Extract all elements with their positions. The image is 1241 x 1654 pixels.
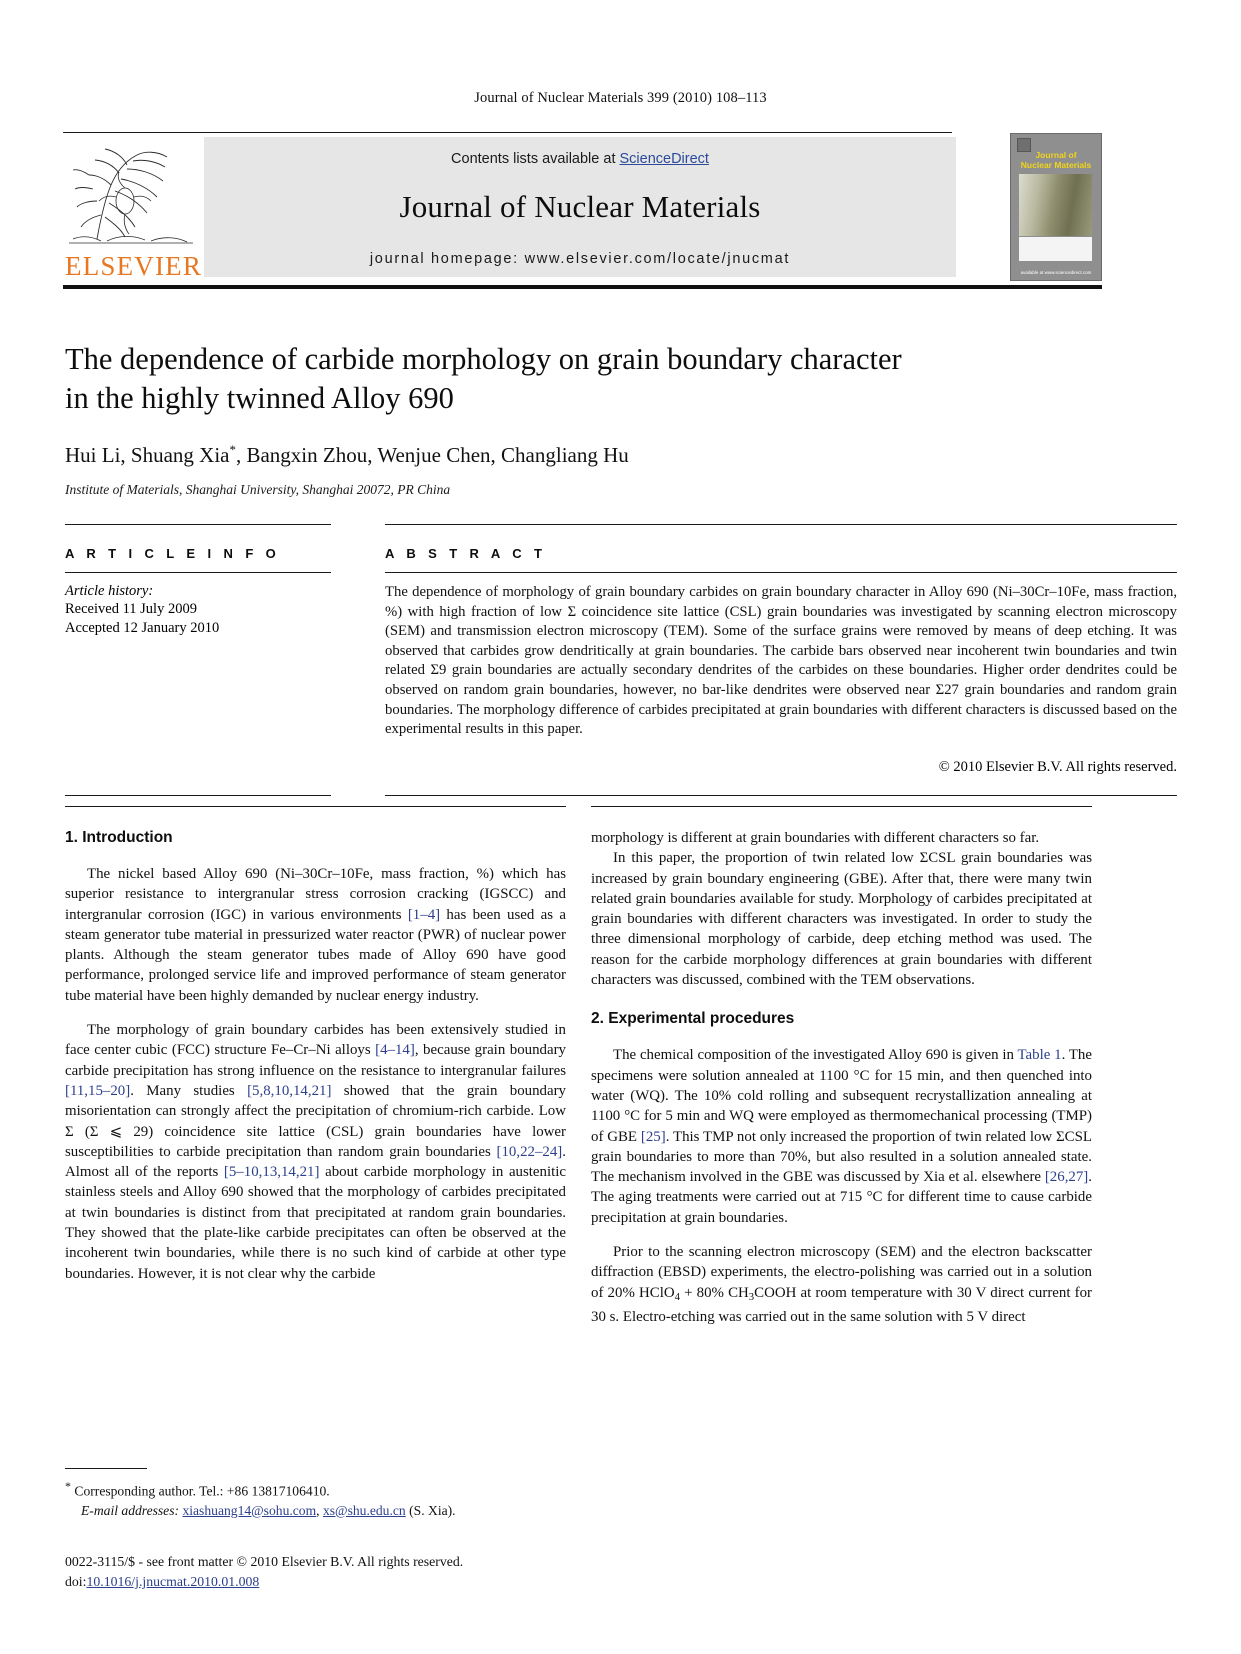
abstract-text: The dependence of morphology of grain boundary carbides on grain boundary character in Alloy 690 (Ni–30Cr–10Fe, mass fraction, %) with high fraction of low Σ coincidence site lattice (CSL) grain boundaries was investigated by scanning electron microscopy (SEM) and transmission electron microscopy (TEM). Some of the surface grains were removed by means of deep etching. It was observed that carbides grow dendritically at grain boundaries. The carbide bars observed near incoherent twin boundaries and twin related Σ9 grain boundaries are actually secondary dendrites of the carbides on these boundaries. Higher order dendrites could be observed on random grain boundaries, however, no bar-like dendrites were observed near Σ27 grain boundaries and random grain boundaries. The morphology difference of carbides precipitated at grain boundaries with different characters is discussed based on the experimental results in this paper. [385, 584, 1177, 738]
exp-p1-d: . The aging treatments were carried out at 715 °C for different time to cause carbide precipitation at grain boundaries. [591, 1169, 1092, 1226]
article-info-kicker: A R T I C L E I N F O [65, 546, 281, 561]
exp-p1-b: . The specimens were solution annealed at 1100 °C for 15 min, and then quenched into water (WQ). The 10% cold rolling and subsequent recrystallization annealing at 1100 °C for 5 min and WQ were employed as thermomechanical processing (TMP) of GBE [591, 1047, 1092, 1145]
journal-title: Journal of Nuclear Materials [399, 189, 761, 224]
article-received-date: Received 11 July 2009 [65, 601, 197, 617]
journal-masthead [63, 132, 1178, 289]
title-line-2: in the highly twinned Alloy 690 [65, 381, 454, 415]
intro-p2-c: . Many studies [130, 1082, 248, 1099]
email-addresses-label: E-mail addresses: [81, 1502, 180, 1518]
intro-p1-a: The nickel based Alloy 690 (Ni–30Cr–10Fe, mass fraction, %) which has superior resistance to intergranular stress corrosion cracking (IGSCC) and intergranular corrosion (IGC) in various environments [65, 866, 566, 923]
abstract-kicker-rule [385, 572, 1177, 573]
intro-p1-b: has been used as a steam generator tube material in pressurized water reactor (PWR) of nuclear power plants. Although the steam generator tubes made of Alloy 690 have good performance, prolonged service life and improved performance of steam generator tube material have been highly demanded by nuclear energy industry. [65, 906, 566, 1004]
experimental-paragraph-1 [591, 1045, 1092, 1228]
citation-4-14[interactable]: [4–14] [375, 1042, 415, 1059]
email-suffix: (S. Xia). [405, 1502, 456, 1518]
cover-footer-text: available at www.sciencedirect.com [1020, 270, 1092, 275]
intro-p2-a: The morphology of grain boundary carbides has been extensively studied in face center cubic (FCC) structure Fe–Cr–Ni alloys [65, 1022, 566, 1059]
citation-1-4[interactable]: [1–4] [407, 906, 441, 923]
elsevier-logo [63, 139, 203, 281]
corresponding-author-note [65, 1477, 566, 1501]
contents-available-line [204, 151, 956, 167]
running-head: Journal of Nuclear Materials 399 (2010) 108–113 [474, 90, 767, 106]
title-line-1: The dependence of carbide morphology on grain boundary character [65, 342, 902, 376]
citation-11-15-20[interactable]: [11,15–20] [65, 1082, 131, 1099]
section-heading-introduction: 1. Introduction [65, 829, 173, 846]
citation-26-27[interactable]: [26,27] [1044, 1169, 1089, 1186]
exp-p2-a: Prior to the scanning electron microscopy (SEM) and the electron backscatter diffraction (EBSD) experiments, the electro-polishing was carried out in a solution of 20% HClO [591, 1244, 1092, 1301]
journal-cover-thumbnail [1010, 133, 1102, 281]
cover-title-line1: Journal of [1035, 150, 1077, 160]
author-list [65, 442, 1175, 468]
hclo4-subscript: 4 [674, 1290, 680, 1303]
footnote-rule [65, 1468, 147, 1469]
doi-link[interactable]: 10.1016/j.jnucmat.2010.01.008 [86, 1574, 260, 1589]
corresponding-author-marker: * [229, 442, 236, 457]
intro-p2-f: about carbide morphology in austenitic stainless steels and Alloy 690 showed that the morphology of carbides precipitated at twin boundaries is distinct from that precipitated at random grain boundaries. They showed that the plate-like carbide precipitates can often be observed at the incoherent twin boundaries, while there is no such kind of carbide at other type boundaries. However, it is not clear why the carbide [65, 1164, 567, 1282]
email-link-2[interactable]: xs@shu.edu.cn [322, 1502, 406, 1518]
cover-title-line2: Nuclear Materials [1020, 160, 1092, 170]
article-info-bottom-rule [65, 795, 331, 796]
abstract-column [385, 524, 1177, 776]
intro-p2-e: . Almost all of the reports [65, 1143, 566, 1181]
corresponding-author-text: Corresponding author. Tel.: +86 13817106410. [71, 1483, 330, 1499]
right-column-rule [591, 806, 1092, 807]
abstract-copyright: © 2010 Elsevier B.V. All rights reserved. [938, 758, 1177, 775]
imprint-block [65, 1552, 685, 1592]
cover-micrograph-image [1019, 174, 1092, 236]
abstract-bottom-rule [385, 795, 1177, 796]
footnote-star-marker: * [65, 1479, 71, 1493]
intro-p2-b: , because grain boundary carbide precipitation has strong influence on the resistance to intergranular failures [65, 1042, 566, 1079]
cover-title [1011, 150, 1101, 170]
citation-10-22-24[interactable]: [10,22–24] [496, 1143, 563, 1160]
issn-copyright-line: 0022-3115/$ - see front matter © 2010 Elsevier B.V. All rights reserved. [65, 1554, 464, 1569]
affiliation: Institute of Materials, Shanghai University, Shanghai 20072, PR China [65, 482, 451, 497]
journal-homepage: journal homepage: www.elsevier.com/locate/jnucmat [369, 251, 791, 267]
cover-white-panel [1019, 237, 1092, 261]
masthead-bottom-rule [63, 285, 1102, 289]
exp-p2-b: + 80% CH [679, 1284, 749, 1301]
intro-p2-d: showed that the grain boundary misorientation can strongly affect the precipitation of chromium-rich carbide. Low Σ (Σ ⩽ 29) coincidence site lattice (CSL) grain boundaries have lower susceptibilities to carbide precipitation than random grain boundaries [65, 1082, 567, 1160]
section-heading-experimental: 2. Experimental procedures [591, 1010, 795, 1028]
right-paragraph-1: morphology is different at grain boundaries with different characters so far. [591, 830, 1040, 846]
left-column-rule [65, 806, 566, 807]
elsevier-wordmark: ELSEVIER [65, 251, 203, 281]
doi-prefix: doi: [65, 1574, 87, 1589]
article-info-column [65, 524, 331, 638]
journal-band [204, 137, 956, 277]
article-history-label: Article history: [65, 583, 154, 599]
right-paragraph-2: In this paper, the proportion of twin related low ΣCSL grain boundaries was increased by grain boundary engineering (GBE). After that, there were many twin related grain boundaries available for study. Morphology of carbides precipitated at grain boundaries with different characters was investigated. In order to study the three dimensional morphology of carbide, deep etching method was used. The reason for the carbide morphology differences at grain boundaries with different characters was discussed, combined with the TEM observations. [591, 850, 1092, 989]
exp-p1-c: . This TMP not only increased the proportion of twin related low ΣCSL grain boundaries to more than 70%, but also resulted in a solution annealed state. The mechanism involved in the GBE was discussed by Xia et al. elsewhere [591, 1128, 1092, 1186]
right-column [591, 806, 1092, 1327]
exp-p1-a: The chemical composition of the investigated Alloy 690 is given in [613, 1047, 1018, 1064]
exp-p2-c: COOH at room temperature with 30 V direct current for 30 s. Electro-etching was carried out in the same solution with 5 V direct [591, 1284, 1093, 1325]
footnote-block [65, 1468, 566, 1520]
page-title [65, 340, 1175, 418]
email-link-1[interactable]: xiashuang14@sohu.com [182, 1502, 317, 1518]
ch3cooh-subscript: 3 [748, 1290, 755, 1303]
email-separator: , [316, 1502, 323, 1518]
authors-before: Hui Li, Shuang Xia [65, 443, 230, 467]
doi-line [65, 1572, 685, 1592]
citation-25[interactable]: [25] [640, 1128, 666, 1145]
citation-5-10-13-14-21[interactable]: [5–10,13,14,21] [223, 1164, 320, 1181]
title-block [65, 340, 1175, 498]
intro-paragraph-2 [65, 1020, 566, 1284]
sciencedirect-link[interactable]: ScienceDirect [619, 151, 709, 167]
contents-prefix: Contents lists available at [451, 151, 620, 167]
authors-after: , Bangxin Zhou, Wenjue Chen, Changliang Hu [235, 443, 629, 467]
intro-paragraph-1 [65, 864, 566, 1006]
elsevier-tree-icon [67, 139, 195, 251]
experimental-paragraph-2 [591, 1242, 1092, 1327]
abstract-kicker: A B S T R A C T [385, 546, 547, 561]
citation-5-8-10-14-21[interactable]: [5,8,10,14,21] [247, 1082, 332, 1099]
article-info-kicker-rule [65, 572, 331, 573]
table-1-reference[interactable]: Table 1 [1017, 1047, 1062, 1064]
article-accepted-date: Accepted 12 January 2010 [65, 620, 220, 636]
email-note [65, 1501, 566, 1520]
left-column [65, 806, 566, 1284]
